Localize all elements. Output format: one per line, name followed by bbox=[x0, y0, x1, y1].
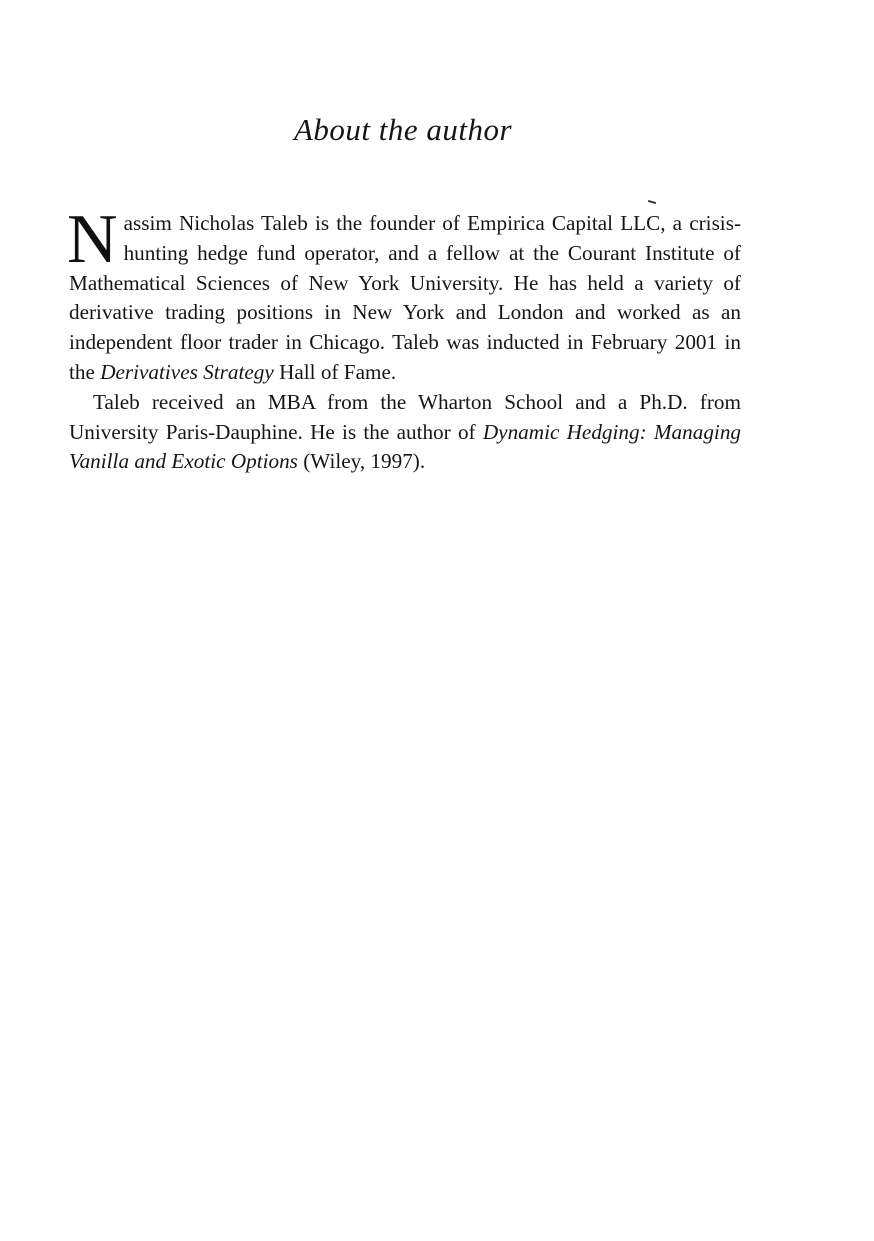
magazine-title: Derivatives Strategy bbox=[100, 359, 274, 384]
drop-cap: N bbox=[67, 201, 118, 278]
bio-paragraph-1-text-2: Hall of Fame. bbox=[273, 359, 397, 384]
bio-paragraph-1 bbox=[67, 201, 741, 388]
scan-artifact bbox=[648, 200, 656, 204]
bio-paragraph-2-text-2: (Wiley, 1997). bbox=[297, 449, 426, 474]
page-title: About the author bbox=[293, 112, 513, 147]
bio-paragraph-1-text-1: assim Nicholas Taleb is the founder of Empirica Capital LLC, a crisis-hunting hedge fund operator, and a fellow at the Courant Institute of Mathematical Sciences of New York University. He has held a variety of derivative trading positions in New York and London and worked as an independent floor trader in Chicago. Taleb was inducted in February 2001 in the bbox=[69, 211, 741, 384]
book-title: Dynamic Hedging: Managing Vanilla and Exotic Options bbox=[69, 419, 742, 474]
author-bio bbox=[67, 201, 742, 477]
bio-paragraph-2 bbox=[69, 388, 741, 477]
bio-paragraph-2-text-1: Taleb received an MBA from the Wharton School and a Ph.D. from University Paris-Dauphine. He is the author of bbox=[69, 389, 741, 444]
